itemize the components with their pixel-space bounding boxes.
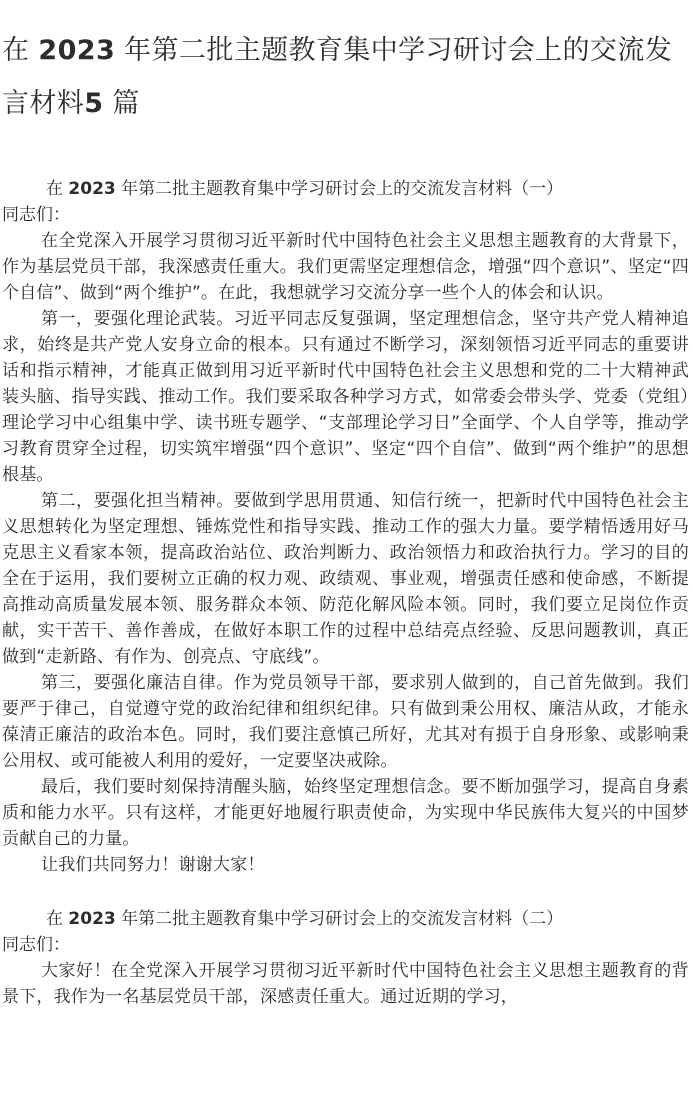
- heading-year: 2023: [68, 179, 116, 199]
- paragraph: 最后，我们要时刻保持清醒头脑，始终坚定理想信念。要不断加强学习，提高自身素质和能力水平。只有这样，才能更好地履行职责使命，为实现中华民族伟大复兴的中国梦贡献自己的力量。: [2, 777, 689, 849]
- section-heading: [0, 906, 693, 932]
- heading-year: 2023: [68, 909, 116, 929]
- heading-rest: 年第二批主题教育集中学习研讨会上的交流发言材料（一）: [115, 179, 564, 199]
- paragraph: 第三，要强化廉洁自律。作为党员领导干部，要求别人做到的，自己首先做到。我们要严于律己，自觉遵守党的政治纪律和组织纪律。只有做到秉公用权、廉洁从政，才能永葆清正廉洁的政治本色。同时，我们要注意慎己所好，尤其对有损于自身形象、或影响秉公用权、或可能被人利用的爱好，一定要坚决戒除。: [2, 673, 689, 771]
- title-suffix: 篇: [103, 88, 140, 119]
- greeting: 同志们：: [2, 935, 70, 955]
- paragraph: 第一，要强化理论武装。习近平同志反复强调，坚定理想信念，坚守共产党人精神追求，始终是共产党人安身立命的根本。只有通过不断学习，深刻领悟习近平同志的重要讲话和指示精神，才能真正做到用习近平新时代中国特色社会主义思想和党的二十大精神武装头脑、指导实践、推动工作。我们要采取各种学习方式，如常委会带头学、党委（党组）理论学习中心组集中学、读书班专题学、“支部理论学习日”全面学、个人自学等，推动学习教育贯穿全过程，切实筑牢增强“四个意识”、坚定“四个自信”、做到“两个维护”的思想根基。: [2, 309, 689, 485]
- title-middle: 年第二批主题教育集中学习研讨会上的交流发言材料: [2, 35, 673, 119]
- paragraph: 在全党深入开展学习贯彻习近平新时代中国特色社会主义思想主题教育的大背景下，作为基层党员干部，我深感责任重大。我们更需坚定理想信念，增强“四个意识”、坚定“四个自信”、做到“两个维护”。在此，我想就学习交流分享一些个人的体会和认识。: [2, 231, 689, 303]
- title-prefix: 在: [2, 35, 39, 66]
- title-year: 2023: [38, 35, 116, 66]
- greeting: 同志们：: [2, 205, 70, 225]
- heading-rest: 年第二批主题教育集中学习研讨会上的交流发言材料（二）: [115, 909, 564, 929]
- speech-section-2: [0, 906, 693, 1010]
- heading-prefix: 在: [46, 179, 69, 199]
- paragraph: 大家好！在全党深入开展学习贯彻习近平新时代中国特色社会主义思想主题教育的背景下，我作为一名基层党员干部，深感责任重大。通过近期的学习，: [2, 961, 689, 1007]
- section-heading: [0, 176, 693, 202]
- paragraph: 让我们共同努力！谢谢大家！: [41, 855, 265, 875]
- document-title: [0, 0, 693, 130]
- heading-prefix: 在: [46, 909, 69, 929]
- paragraph: 第二，要强化担当精神。要做到学思用贯通、知信行统一，把新时代中国特色社会主义思想转化为坚定理想、锤炼党性和指导实践、推动工作的强大力量。要学精悟透用好马克思主义看家本领，提高政治站位、政治判断力、政治领悟力和政治执行力。学习的目的全在于运用，我们要树立正确的权力观、政绩观、事业观，增强责任感和使命感，不断提高推动高质量发展本领、服务群众本领、防范化解风险本领。同时，我们要立足岗位作贡献，实干苦干、善作善成，在做好本职工作的过程中总结亮点经验、反思问题教训，真正做到“走新路、有作为、创亮点、守底线”。: [2, 491, 689, 667]
- speech-section-1: [0, 176, 693, 878]
- title-count: 5: [84, 88, 104, 119]
